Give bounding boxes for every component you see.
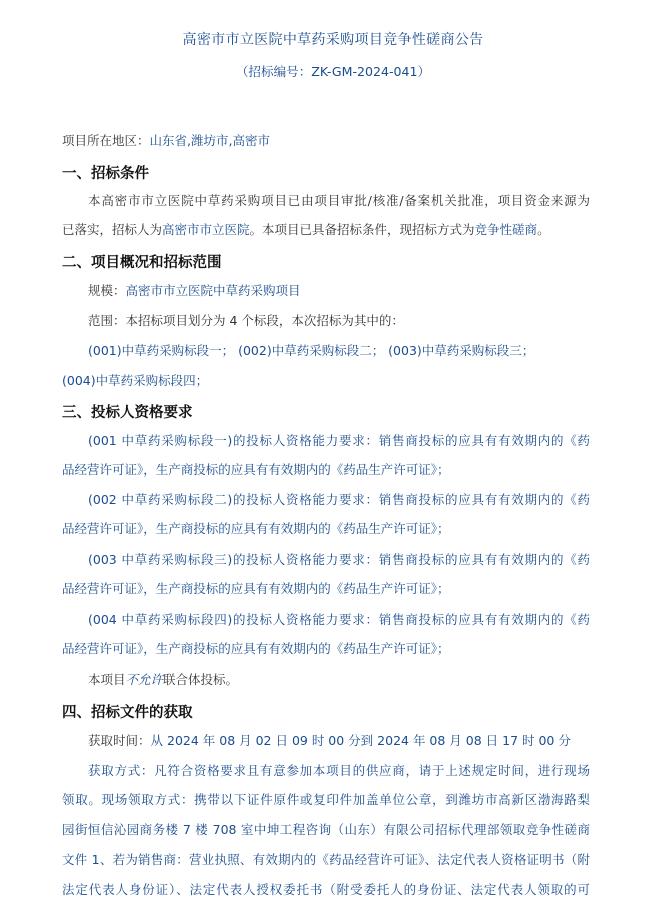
region-line [62,133,270,149]
scope-line: 范围：本招标项目划分为 4 个标段，本次招标为其中的： [88,313,404,328]
section-2-heading: 二、项目概况和招标范围 [62,255,222,271]
s1-text-3: 。 [537,222,550,237]
get-time-line [88,733,571,749]
section-1-heading: 一、招标条件 [62,166,149,182]
joint-bid-value: 不允许 [125,672,164,687]
scale-label: 规模： [88,283,126,298]
joint-bid-text-2: 联合体投标。 [163,672,239,687]
section-3-heading: 三、投标人资格要求 [62,405,193,421]
s1-line-1: 本高密市市立医院中草药采购项目已由项目审批/核准/备案机关批准，项目资金来源为 [88,193,590,208]
get-way-line-3: 园街恒信沁园商务楼 7 楼 708 室中坤工程咨询（山东）有限公司招标代理部领取竞争性磋商 [62,822,590,837]
s1-text: 已落实，招标人为 [62,222,163,237]
req-4-line-1: (004 中草药采购标段四)的投标人资格能力要求：销售商投标的应具有有效期内的《药 [88,612,590,627]
req-3-line-2: 品经营许可证》，生产商投标的应具有有效期内的《药品生产许可证》； [62,581,450,596]
lots-line-1: (001)中草药采购标段一； (002)中草药采购标段二； (003)中草药采购标段三； [88,343,535,358]
req-2-line-1: (002 中草药采购标段二)的投标人资格能力要求：销售商投标的应具有有效期内的《药 [88,492,590,507]
req-4-line-2: 品经营许可证》，生产商投标的应具有有效期内的《药品生产许可证》； [62,641,450,656]
get-time-label: 获取时间： [88,733,151,748]
joint-bid-text: 本项目 [88,672,126,687]
req-1-line-1: (001 中草药采购标段一)的投标人资格能力要求：销售商投标的应具有有效期内的《药 [88,433,590,448]
scale-value: 高密市市立医院中草药采购项目 [125,283,301,298]
get-way-line-5: 法定代表人身份证）、法定代表人授权委托书（附受委托人的身份证、法定代表人领取的可 [62,882,590,897]
req-1-line-2: 品经营许可证》，生产商投标的应具有有效期内的《药品生产许可证》； [62,462,450,477]
get-way-line-4: 文件 1、若为销售商：营业执照、有效期内的《药品经营许可证》、法定代表人资格证明书（附 [62,852,590,867]
section-4-heading: 四、招标文件的获取 [62,705,193,721]
page-title: 高密市市立医院中草药采购项目竞争性磋商公告 [182,32,484,48]
region-value: 山东省,潍坊市,高密市 [149,133,270,148]
scale-line [88,283,301,299]
tender-code: （招标编号：ZK-GM-2024-041） [235,64,431,79]
tenderer-name: 高密市市立医院 [162,222,250,237]
get-way-line-1: 获取方式：凡符合资格要求且有意参加本项目的供应商，请于上述规定时间，进行现场 [88,763,590,778]
get-time-value: 从 2024 年 08 月 02 日 09 时 00 分到 2024 年 08 月 08 日 17 时 00 分 [150,733,571,748]
get-way-line-2: 领取。现场领取方式：携带以下证件原件或复印件加盖单位公章，到潍坊市高新区渤海路梨 [62,792,590,807]
joint-bid-line [88,672,238,688]
s1-text-2: 。本项目已具备招标条件，现招标方式为 [249,222,475,237]
region-label: 项目所在地区： [62,133,150,148]
lots-line-2: (004)中草药采购标段四； [62,373,209,388]
req-3-line-1: (003 中草药采购标段三)的投标人资格能力要求：销售商投标的应具有有效期内的《药 [88,552,590,567]
tender-method: 竞争性磋商 [474,222,538,237]
s1-line-2 [62,222,550,238]
req-2-line-2: 品经营许可证》，生产商投标的应具有有效期内的《药品生产许可证》； [62,521,450,536]
